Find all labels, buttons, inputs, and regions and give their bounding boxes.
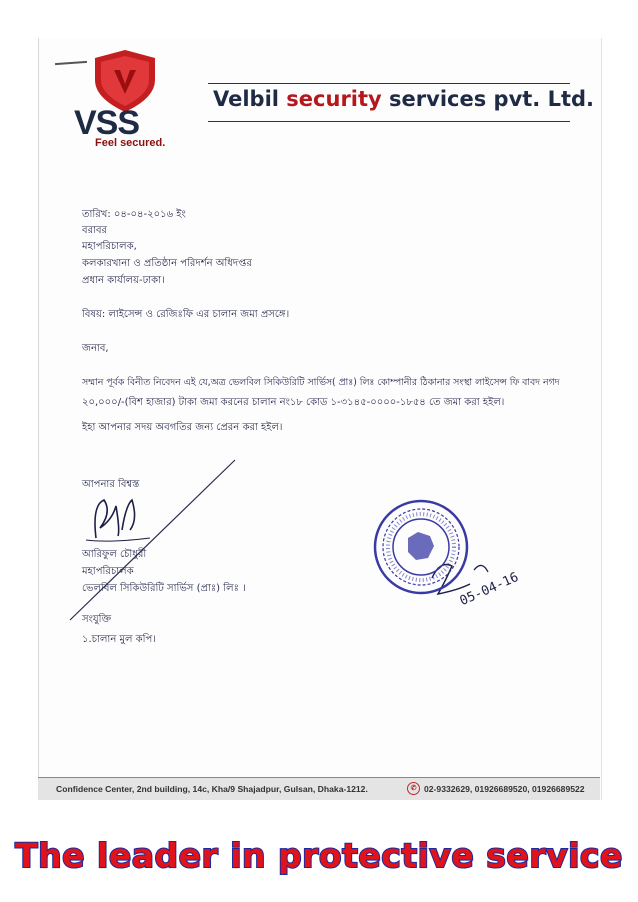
official-seal [372,498,470,596]
letter-to: বরাবর [82,225,108,236]
body-line-2: ২০,০০০/-(বিশ হাজার) টাকা জমা করনের চালান নং১৮ কোড ১-৩১৪৫-০০০০-১৮৫৪ তে জমা করা হইল। [82,397,505,408]
received-date: 05-04-16 [457,569,521,610]
logo-text: VSS [74,104,140,142]
recipient-address: প্রধান কার্যালয়-ঢাকা। [82,275,165,286]
phone-icon: ✆ [407,782,420,795]
letter-subject: বিষয়: লাইসেন্স ও রেজিঃফি এর চালান জমা প্রসঙ্গে। [82,309,290,320]
company-name-accent: security [286,87,382,111]
attachment-label: সংযুক্তি [82,614,112,625]
signer-title: মহাপরিচালক [82,566,134,577]
body-line-1: সম্মান পূর্বক বিনীত নিবেদন এই যে,অত্র ভেলবিল সিকিউরিটি সার্ভিস( প্রাঃ) লিঃ কোম্পানীর ঠিকানার সংস্থা লাইসেন্স ফি বাবদ নগদ [82,377,560,388]
footer-phones: 02-9332629, 01926689520, 01926689522 [424,784,585,794]
attachment-item: ১.চালান মুল কপি। [82,634,156,645]
recipient-title: মহাপরিচালক, [82,241,137,252]
footer-bar [38,778,600,800]
body-line-3: ইহা আপনার সদয় অবগতির জন্য প্রেরন করা হইল। [82,422,283,433]
footer-address: Confidence Center, 2nd building, 14c, Kha/9 Shajadpur, Gulsan, Dhaka-1212. [56,784,368,794]
recipient-office: কলকারখানা ও প্রতিষ্ঠান পরিদর্শন অধিদপ্তর [82,258,252,269]
tagline: Feel secured. [95,137,166,149]
closing: আপনার বিশ্বস্ত [82,479,140,490]
signer-company: ভেলবিল সিকিউরিটি সার্ভিস (প্রাঃ) লিঃ । [82,583,246,594]
company-name-part1: Velbil [213,87,287,111]
signer-name: আরিফুল চৌধুরী [82,549,147,560]
letter-date: তারিখ: ০৪-০৪-২০১৬ ইং [82,209,186,220]
company-name-part2: services pvt. Ltd. [381,87,595,111]
slogan-banner: The leader in protective service [15,836,623,875]
salutation: জনাব, [82,343,109,354]
